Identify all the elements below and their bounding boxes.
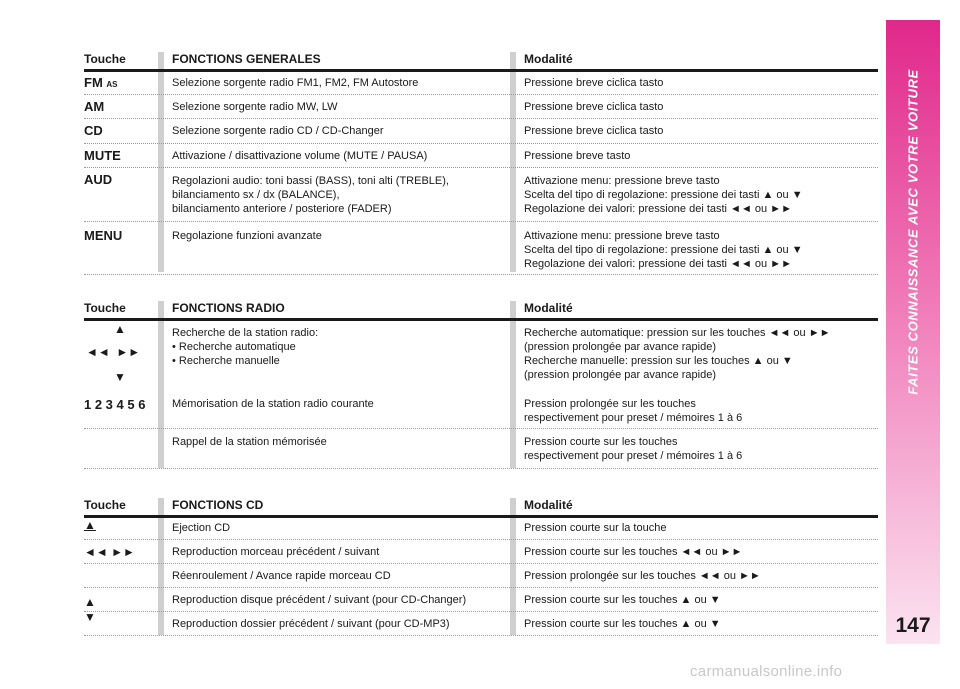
table-row [84, 429, 878, 469]
table-row [84, 119, 878, 144]
mode-description: Pression courte sur la touche [524, 522, 667, 534]
cd-functions-table [84, 498, 878, 638]
header-fonctions: FONCTIONS CD [172, 498, 264, 512]
mode-description: Pression courte sur les touches ▲ ou ▼ [524, 594, 721, 606]
function-description: Selezione sorgente radio MW, LW [172, 101, 338, 113]
function-description: Reproduction morceau précédent / suivant [172, 546, 380, 558]
mode-description: Pression courte sur les touches respectivement pour preset / mémoires 1 à 6 [524, 436, 743, 462]
key-label: MUTE [84, 148, 121, 163]
table-row [84, 222, 878, 275]
function-description: Mémorisation de la station radio courante [172, 398, 374, 410]
mode-description: Pression courte sur les touches ◄◄ ou ►► [524, 546, 743, 558]
mode-description: Pressione breve tasto [524, 150, 631, 162]
function-description: Reproduction dossier précédent / suivant (pour CD-MP3) [172, 618, 450, 630]
up-arrow-icon: ▲ [84, 595, 96, 609]
chapter-title: FAITES CONNAISSANCE AVEC VOTRE VOITURE [905, 69, 921, 395]
radio-functions-table [84, 301, 878, 471]
header-rule [84, 69, 878, 72]
watermark: carmanualsonline.info [690, 663, 843, 680]
key-label: AUD [84, 172, 113, 187]
mode-description: Pressione breve ciclica tasto [524, 77, 664, 89]
function-description: Regolazione funzioni avanzate [172, 230, 322, 242]
function-description: Rappel de la station mémorisée [172, 436, 327, 448]
function-description: Réenroulement / Avance rapide morceau CD [172, 570, 391, 582]
mode-description: Recherche automatique: pression sur les touches ◄◄ ou ►► (pression prolongée par avance rapide) Recherche manuelle: pression sur les touches ▲ ou ▼ (pression prolongée par avance rapide) [524, 327, 831, 381]
header-touche: Touche [84, 498, 126, 512]
mode-description: Pressione breve ciclica tasto [524, 101, 664, 113]
seek-arrows-icon: ◄◄ ►► [84, 545, 135, 559]
table-row [84, 95, 878, 119]
general-functions-table [84, 52, 878, 274]
header-modalite: Modalité [524, 301, 573, 315]
table-row [84, 588, 878, 612]
preset-keys: 1 2 3 4 5 6 [84, 397, 146, 412]
header-touche: Touche [84, 301, 126, 315]
header-fonctions: FONCTIONS RADIO [172, 301, 285, 315]
seek-arrows-icon: ◄◄ ►► [86, 345, 141, 359]
table-row [84, 564, 878, 588]
key-label: MENU [84, 228, 123, 243]
table-row [84, 144, 878, 168]
mode-description: Pression courte sur les touches ▲ ou ▼ [524, 618, 721, 630]
function-description: Attivazione / disattivazione volume (MUTE / PAUSA) [172, 150, 428, 162]
key-label: CD [84, 123, 103, 138]
mode-description: Pression prolongée sur les touches respectivement pour preset / mémoires 1 à 6 [524, 398, 743, 424]
function-description: Selezione sorgente radio FM1, FM2, FM Autostore [172, 77, 419, 89]
table-row [84, 612, 878, 636]
table-row [84, 540, 878, 564]
mode-description: Attivazione menu: pressione breve tasto Scelta del tipo di regolazione: pressione dei tasti ▲ ou ▼ Regolazione dei valori: pressione dei tasti ◄◄ ou ►► [524, 230, 803, 270]
table-row [84, 73, 878, 95]
eject-icon: ▲ [84, 518, 96, 532]
page-number: 147 [895, 614, 931, 637]
header-touche: Touche [84, 52, 126, 66]
table-row [84, 168, 878, 222]
table-row [84, 393, 878, 429]
function-description: Recherche de la station radio: • Recherche automatique • Recherche manuelle [172, 327, 319, 367]
function-description: Regolazioni audio: toni bassi (BASS), toni alti (TREBLE), bilanciamento sx / dx (BALANCE), bilanciamento anteriore / posteriore (FADER) [172, 175, 449, 215]
up-arrow-icon: ▲ [114, 322, 126, 336]
header-modalite: Modalité [524, 52, 573, 66]
key-label: AM [84, 99, 105, 114]
header-modalite: Modalité [524, 498, 573, 512]
down-arrow-icon: ▼ [84, 610, 96, 624]
function-description: Ejection CD [172, 522, 231, 534]
header-fonctions: FONCTIONS GENERALES [172, 52, 321, 66]
function-description: Reproduction disque précédent / suivant (pour CD-Changer) [172, 594, 467, 606]
function-description: Selezione sorgente radio CD / CD-Changer [172, 125, 384, 137]
table-row [84, 518, 878, 540]
table-row [84, 321, 878, 393]
mode-description: Pressione breve ciclica tasto [524, 125, 664, 137]
mode-description: Attivazione menu: pressione breve tasto Scelta del tipo di regolazione: pressione dei tasti ▲ ou ▼ Regolazione dei valori: pressione dei tasti ◄◄ ou ►► [524, 175, 803, 215]
down-arrow-icon: ▼ [114, 370, 126, 384]
key-label: FM AS [84, 75, 118, 90]
mode-description: Pression prolongée sur les touches ◄◄ ou ►► [524, 570, 761, 582]
